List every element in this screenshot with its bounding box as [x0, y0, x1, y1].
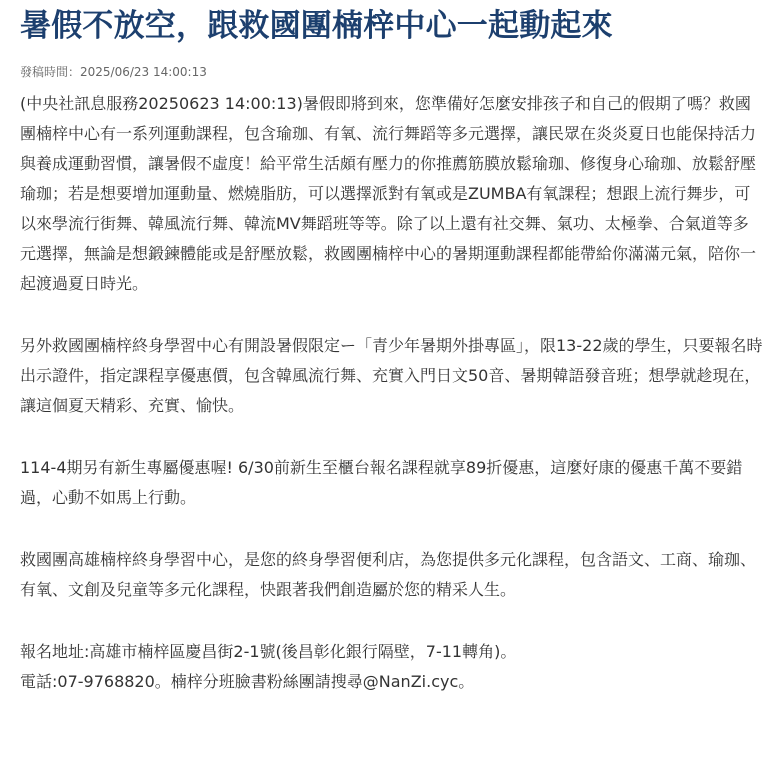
contact-line: 電話:07-9768820。楠梓分班臉書粉絲團請搜尋@NanZi.cyc。 — [20, 672, 475, 691]
paragraph-new-student-offer: 114-4期另有新生專屬優惠喔! 6/30前新生至櫃台報名課程就享89折優惠，這麼好康的優惠千萬不要錯過，心動不如馬上行動。 — [20, 458, 743, 507]
paragraph-youth-program: 另外救國團楠梓終身學習中心有開設暑假限定ー「青少年暑期外掛專區」，限13-22歲的學生，只要報名時出示證件，指定課程享優惠價，包含韓風流行舞、充實入門日文50音、暑期韓語發音班；想學就趁現在，讓這個夏天精彩、充實、愉快。 — [20, 336, 763, 415]
paragraph-spacer — [20, 605, 763, 637]
paragraph-spacer — [20, 421, 763, 453]
paragraph-intro: (中央社訊息服務20250623 14:00:13)暑假即將到來，您準備好怎麼安排孩子和自己的假期了嗎？救國團楠梓中心有一系列運動課程，包含瑜珈、有氧、流行舞蹈等多元選擇，讓民眾在炎炎夏日也能保持活力與養成運動習慣，讓暑假不虛度！給平常生活頗有壓力的你推薦筋膜放鬆瑜珈、修復身心瑜珈、放鬆舒壓瑜珈；若是想要增加運動量、燃燒脂肪，可以選擇派對有氧或是ZUMBA有氧課程；想跟上流行舞步，可以來學流行街舞、韓風流行舞、韓流MV舞蹈班等等。除了以上還有社交舞、氣功、太極拳、合氣道等多元選擇，無論是想鍛鍊體能或是舒壓放鬆，救國團楠梓中心的暑期運動課程都能帶給你滿滿元氣，陪你一起渡過夏日時光。 — [20, 94, 757, 293]
address-line: 報名地址:高雄市楠梓區慶昌街2-1號(後昌彰化銀行隔壁，7-11轉角)。 — [20, 642, 517, 661]
paragraph-spacer — [20, 513, 763, 545]
paragraph-center-intro: 救國團高雄楠梓終身學習中心，是您的終身學習便利店，為您提供多元化課程，包含語文、工商、瑜珈、有氧、文創及兒童等多元化課程，快跟著我們創造屬於您的精采人生。 — [20, 550, 757, 599]
article-body — [20, 89, 763, 697]
publish-time: 發稿時間：2025/06/23 14:00:13 — [20, 65, 207, 79]
article-title: 暑假不放空，跟救國團楠梓中心一起動起來 — [20, 8, 613, 44]
paragraph-spacer — [20, 299, 763, 331]
